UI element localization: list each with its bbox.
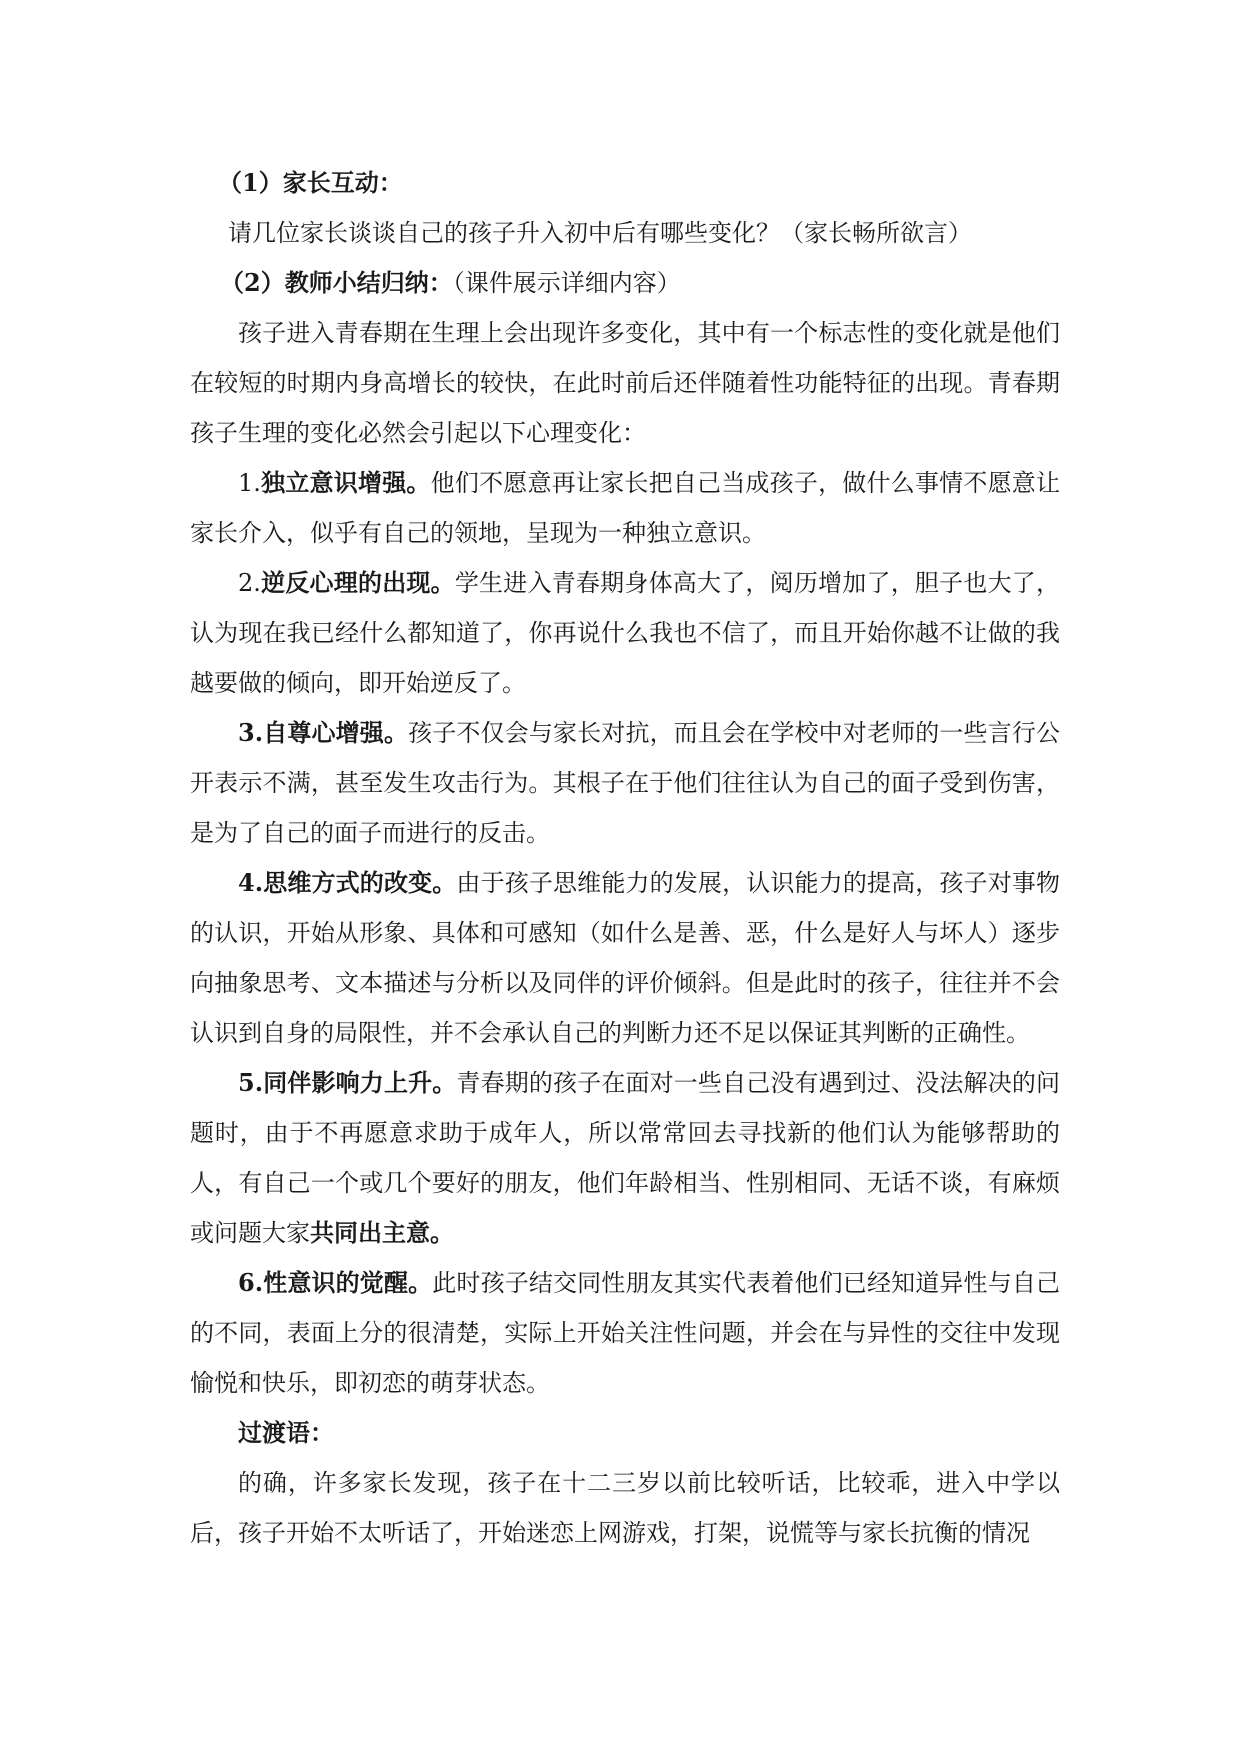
teacher-summary-note: （课件展示详细内容） xyxy=(452,269,681,297)
item-1-text: 他们不愿意再让家长把自己当成孩子，做什么事情不愿意让家长介入，似乎有自己的领地，呈现为一种独立意识。 xyxy=(190,469,1061,547)
transition-heading: 过渡语： xyxy=(238,1418,334,1447)
item-6: 6.性意识的觉醒。此时孩子结交同性朋友其实代表着他们已经知道异性与自己的不同，表面上分的很清楚，实际上开始关注性问题，并会在与异性的交往中发现愉悦和快乐，即初恋的萌芽状态。 xyxy=(190,1268,1061,1397)
item-5-tail: 共同出主意。 xyxy=(310,1218,454,1247)
item-3-title: 自尊心增强。 xyxy=(263,718,409,747)
intro-paragraph: 孩子进入青春期在生理上会出现许多变化，其中有一个标志性的变化就是他们在较短的时期内身高增长的较快，在此时前后还伴随着性功能特征的出现。青春期孩子生理的变化必然会引起以下心理变化： xyxy=(190,319,1060,447)
item-6-text: 此时孩子结交同性朋友其实代表着他们已经知道异性与自己的不同，表面上分的很清楚，实际上开始关注性问题，并会在与异性的交往中发现愉悦和快乐，即初恋的萌芽状态。 xyxy=(190,1269,1061,1397)
item-3: 3.自尊心增强。孩子不仅会与家长对抗，而且会在学校中对老师的一些言行公开表示不满，甚至发生攻击行为。其根子在于他们往往认为自己的面子受到伤害，是为了自己的面子而进行的反击。 xyxy=(190,718,1060,847)
teacher-summary-line xyxy=(220,258,1060,308)
item-4-title: 思维方式的改变。 xyxy=(263,868,457,897)
item-5: 5.同伴影响力上升。青春期的孩子在面对一些自己没有遇到过、没法解决的问题时，由于不再愿意求助于成年人，所以常常回去寻找新的他们认为能够帮助的人，有自己一个或几个要好的朋友，他们年龄相当、性别相同、无话不谈，有麻烦或问题大家共同出主意。 xyxy=(190,1068,1061,1247)
item-1-title: 独立意识增强。 xyxy=(260,468,431,497)
teacher-summary-heading: （2）教师小结归纳： xyxy=(220,268,453,297)
document-page xyxy=(190,158,1060,1558)
item-5-title: 同伴影响力上升。 xyxy=(263,1068,457,1097)
parent-interaction-text: 请几位家长谈谈自己的孩子升入初中后有哪些变化？（家长畅所欲言） xyxy=(228,219,972,247)
item-1: 1.独立意识增强。他们不愿意再让家长把自己当成孩子，做什么事情不愿意让家长介入，似乎有自己的领地，呈现为一种独立意识。 xyxy=(190,468,1061,547)
item-2: 2.逆反心理的出现。学生进入青春期身体高大了，阅历增加了，胆子也大了，认为现在我已经什么都知道了，你再说什么我也不信了，而且开始你越不让做的我越要做的倾向，即开始逆反了。 xyxy=(190,568,1061,697)
item-2-title: 逆反心理的出现。 xyxy=(260,568,455,597)
item-4-text: 由于孩子思维能力的发展，认识能力的提高，孩子对事物的认识，开始从形象、具体和可感知（如什么是善、恶，什么是好人与坏人）逐步向抽象思考、文本描述与分析以及同伴的评价倾斜。但是此时的孩子，往往并不会认识到自身的局限性，并不会承认自己的判断力还不足以保证其判断的正确性。 xyxy=(190,869,1061,1047)
item-5-text: 青春期的孩子在面对一些自己没有遇到过、没法解决的问题时，由于不再愿意求助于成年人，所以常常回去寻找新的他们认为能够帮助的人，有自己一个或几个要好的朋友，他们年龄相当、性别相同、无话不谈，有麻烦或问题大家 xyxy=(190,1069,1061,1247)
parent-interaction-heading: （1）家长互动： xyxy=(218,168,403,197)
item-3-text: 孩子不仅会与家长对抗，而且会在学校中对老师的一些言行公开表示不满，甚至发生攻击行为。其根子在于他们往往认为自己的面子受到伤害，是为了自己的面子而进行的反击。 xyxy=(190,719,1060,847)
item-2-text: 学生进入青春期身体高大了，阅历增加了，胆子也大了，认为现在我已经什么都知道了，你再说什么我也不信了，而且开始你越不让做的我越要做的倾向，即开始逆反了。 xyxy=(190,569,1061,697)
transition-text: 的确，许多家长发现，孩子在十二三岁以前比较听话，比较乖，进入中学以后，孩子开始不太听话了，开始迷恋上网游戏，打架，说慌等与家长抗衡的情况 xyxy=(190,1469,1060,1547)
item-6-title: 性意识的觉醒。 xyxy=(263,1268,433,1297)
item-4: 4.思维方式的改变。由于孩子思维能力的发展，认识能力的提高，孩子对事物的认识，开始从形象、具体和可感知（如什么是善、恶，什么是好人与坏人）逐步向抽象思考、文本描述与分析以及同伴的评价倾斜。但是此时的孩子，往往并不会认识到自身的局限性，并不会承认自己的判断力还不足以保证其判断的正确性。 xyxy=(190,868,1061,1047)
